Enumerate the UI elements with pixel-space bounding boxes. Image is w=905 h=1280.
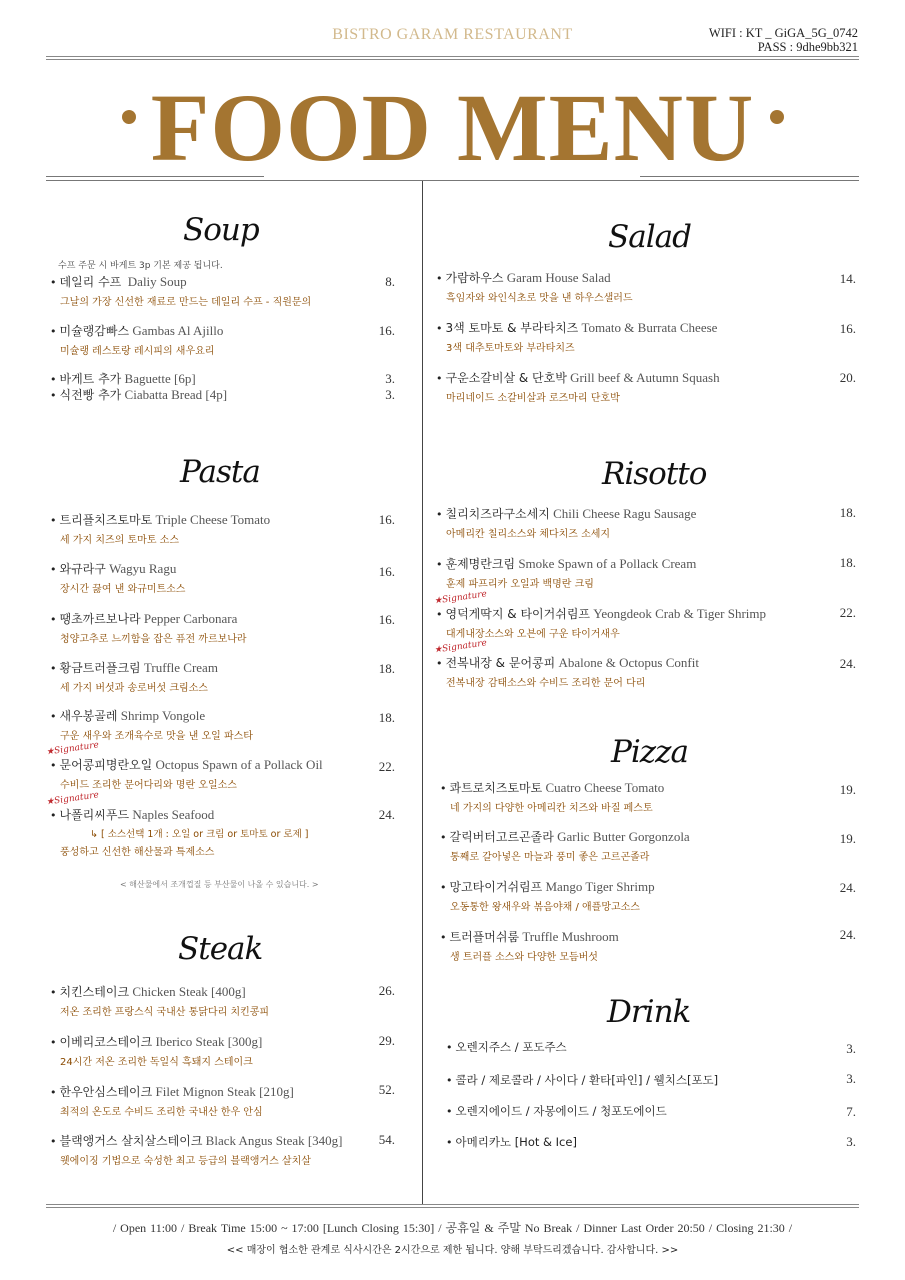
menu-item: • 갈릭버터고르곤졸라 Garlic Butter Gorgonzola 통째로 갈아넣은 마늘과 풍미 좋은 고르곤졸라 [440,829,690,863]
menu-item: • 황금트러플크림 Truffle Cream 세 가지 버섯과 송로버섯 크림소스 [50,660,218,694]
menu-price: 26. [378,983,395,998]
menu-price: 24. [839,927,856,942]
restaurant-brand: BISTRO GARAM RESTAURANT [332,26,573,43]
soup-title: Soup [183,212,259,248]
menu-price: 24. [378,807,395,822]
menu-item: • 블랙앵거스 살치살스테이크 Black Angus Steak [340g] 웻에이징 기법으로 숙성한 최고 등급의 블랙앵거스 살치살 [50,1133,343,1167]
menu-price: 18. [839,555,856,570]
menu-price: 3. [385,387,395,402]
menu-price: 22. [839,605,856,620]
menu-price: 16. [378,612,395,627]
wifi-info [709,26,858,54]
menu-item: • 트러플머쉬룸 Truffle Mushroom 생 트러플 소스와 다양한 모듬버섯 [440,929,619,963]
menu-item: • 바게트 추가 Baguette [6p] [50,371,196,386]
wifi-password: PASS : 9dhe9bb321 [757,40,858,54]
wifi-name: WIFI : KT _ GiGA_5G_0742 [708,26,858,40]
drink-item: • 아메리카노 [Hot & Ice] [446,1135,577,1149]
menu-price: 8. [385,274,395,289]
menu-item: • 트리플치즈토마토 Triple Cheese Tomato 세 가지 치즈의 토마토 소스 [50,512,271,546]
footer-divider [46,1204,859,1208]
column-divider [422,181,423,1205]
menu-item: • 나폴리씨푸드 Naples Seafood ↳ [ 소스선택 1개 : 오일 or 크림 or 토마토 or 로제 ] 풍성하고 신선한 해산물과 특제소스 [50,807,309,858]
drink-item: • 오렌지주스 / 포도주스 [446,1040,567,1054]
menu-price: 19. [839,782,856,797]
menu-item: • 전복내장 & 문어콩피 Abalone & Octopus Confit 전복내장 감태소스와 수비드 조리한 문어 다리 [436,655,699,689]
menu-item: • 가람하우스 Garam House Salad 흑임자와 와인식초로 맛을 낸 하우스샐러드 [436,270,633,304]
menu-price: 3. [846,1134,856,1149]
menu-price: 18. [378,710,395,725]
columns-top-divider [46,180,859,181]
signature-badge: ★Signature [45,790,100,808]
menu-price: 52. [378,1082,395,1097]
menu-item: • 식전빵 추가 Ciabatta Bread [4p] [50,387,228,402]
steak-title: Steak [178,931,263,967]
menu-item: • 구운소갈비살 & 단호박 Grill beef & Autumn Squash 마리네이드 소갈비살과 로즈마리 단호박 [436,370,720,404]
menu-price: 3. [846,1071,856,1086]
drink-item: • 콜라 / 제로콜라 / 사이다 / 환타[파인] / 웰치스[포도] [446,1073,719,1087]
menu-price: 22. [378,759,395,774]
menu-item: • 미슐랭감빠스 Gambas Al Ajillo 미슐랭 레스토랑 레시피의 새우요리 [50,323,224,357]
menu-item: • 새우봉골레 Shrimp Vongole 구운 새우와 조개육수로 맛을 낸 오일 파스타 [50,708,253,742]
page-title: FOOD MENU [150,74,755,181]
risotto-title: Risotto [602,456,707,492]
title-underline-left [46,176,264,177]
drink-title: Drink [607,994,691,1030]
menu-item: • 콰트로치즈토마토 Cuatro Cheese Tomato 네 가지의 다양한 아메리칸 치즈와 바질 페스토 [440,780,665,814]
title-dot-right [770,110,784,124]
menu-item: • 땡초까르보나라 Pepper Carbonara 청양고추로 느끼함을 잡은 퓨전 까르보나라 [50,611,247,645]
menu-price: 7. [846,1104,856,1119]
menu-price: 24. [839,656,856,671]
menu-price: 24. [839,880,856,895]
menu-price: 16. [839,321,856,336]
drink-item: • 오렌지에이드 / 자몽에이드 / 청포도에이드 [446,1104,667,1118]
menu-price: 3. [846,1041,856,1056]
menu-item: • 훈제명란크림 Smoke Spawn of a Pollack Cream 훈제 파프리카 오일과 백명란 크림 [436,556,697,590]
menu-item: • 3색 토마토 & 부라타치즈 Tomato & Burrata Cheese 3색 대추토마토와 부라타치즈 [436,320,718,354]
menu-price: 20. [839,370,856,385]
menu-item: • 영덕게딱지 & 타이거쉬림프 Yeongdeok Crab & Tiger Shrimp 대게내장소스와 오븐에 구운 타이거새우 [436,606,767,640]
menu-item: • 이베리코스테이크 Iberico Steak [300g] 24시간 저온 조리한 독일식 흑돼지 스테이크 [50,1034,263,1068]
menu-item: • 치킨스테이크 Chicken Steak [400g] 저온 조리한 프랑스식 국내산 통닭다리 치킨콩피 [50,984,270,1018]
menu-price: 16. [378,564,395,579]
time-limit-note: << 매장이 협소한 관계로 식사시간은 2시간으로 제한 됩니다. 양해 부탁드리겠습니다. 감사합니다. >> [226,1245,679,1256]
signature-badge: ★Signature [433,638,488,656]
salad-title: Salad [608,219,691,255]
pizza-title: Pizza [611,734,688,770]
menu-price: 18. [378,661,395,676]
menu-price: 29. [378,1033,395,1048]
menu-price: 18. [839,505,856,520]
menu-price: 16. [378,323,395,338]
menu-item: • 한우안심스테이크 Filet Mignon Steak [210g] 최적의 온도로 수비드 조리한 국내산 한우 안심 [50,1084,294,1118]
menu-price: 19. [839,831,856,846]
menu-item: • 데일리 수프 Daliy Soup 그날의 가장 신선한 재료로 만드는 데일리 수프 - 직원문의 [50,274,312,308]
opening-hours: / Open 11:00 / Break Time 15:00 ~ 17:00 [Lunch Closing 15:30] / 공휴일 & 주말 No Break / Dinner Last Order 20:50 / Closing 21:30 / [112,1221,793,1235]
pasta-title: Pasta [180,454,260,490]
menu-item: • 와규라구 Wagyu Ragu 장시간 끓여 낸 와규미트소스 [50,561,186,595]
signature-badge: ★Signature [45,740,100,758]
menu-price: 14. [839,271,856,286]
signature-badge: ★Signature [433,589,488,607]
pasta-note: < 해산물에서 조개껍질 등 부산물이 나올 수 있습니다. > [120,880,319,889]
header-divider [46,56,859,60]
soup-note: 수프 주문 시 바게트 3p 기본 제공 됩니다. [58,261,223,271]
menu-item: • 문어콩피명란오일 Octopus Spawn of a Pollack Oil 수비드 조리한 문어다리와 명란 오일소스 [50,757,323,791]
menu-price: 3. [385,371,395,386]
menu-item: • 망고타이거쉬림프 Mango Tiger Shrimp 오동통한 왕새우와 볶음야채 / 애플망고소스 [440,879,655,913]
menu-item: • 칠리치즈라구소세지 Chili Cheese Ragu Sausage 아메리칸 칠리소스와 체다치즈 소세지 [436,506,697,540]
title-underline-right [640,176,859,177]
menu-price: 54. [378,1132,395,1147]
menu-price: 16. [378,512,395,527]
